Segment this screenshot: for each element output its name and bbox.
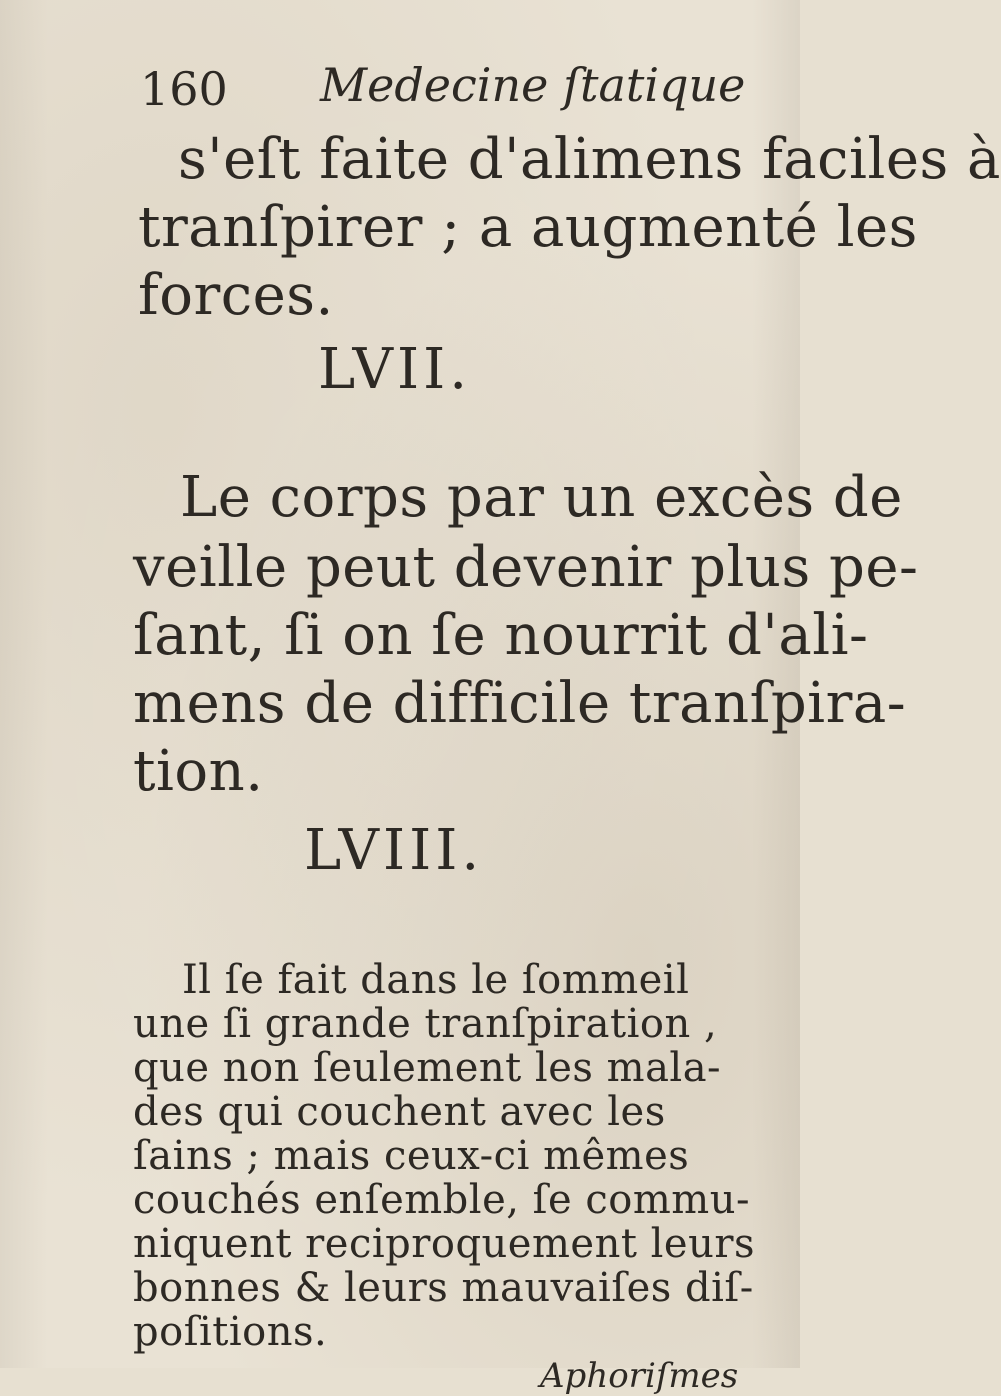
text-line: Le corps par un excès de [180, 465, 903, 530]
text-line: veille peut devenir plus pe- [133, 535, 919, 600]
running-title: Medecine ſtatique [320, 58, 746, 112]
text-line: mens de difficile tranſpira- [133, 671, 907, 736]
text-line: forces. [138, 263, 334, 328]
text-line: que non ſeulement les mala- [133, 1045, 722, 1091]
text-line: des qui couchent avec les [133, 1089, 666, 1135]
text-line: ſant, ſi on ſe nourrit d'ali- [133, 603, 869, 668]
text-line: Il ſe fait dans le ſommeil [182, 957, 690, 1003]
text-line: s'eſt faite d'alimens faciles à [178, 127, 1001, 192]
text-line: niquent reciproquement leurs [133, 1221, 756, 1267]
text-line: tranſpirer ; a augmenté les [138, 195, 918, 260]
signature-text: Aphoriſmes [540, 1356, 739, 1396]
text-line: bonnes & leurs mauvaiſes diſ- [133, 1265, 754, 1311]
section-heading: LVII. [318, 337, 472, 402]
text-line: tion. [133, 739, 264, 804]
section-heading: LVIII. [304, 818, 484, 883]
page-number: 160 [140, 62, 228, 116]
text-line: ſains ; mais ceux-ci mêmes [133, 1133, 690, 1179]
text-line: couchés enſemble, ſe commu- [133, 1177, 750, 1223]
text-line: poſitions. [133, 1309, 328, 1355]
text-line: une ſi grande tranſpiration , [133, 1001, 718, 1047]
